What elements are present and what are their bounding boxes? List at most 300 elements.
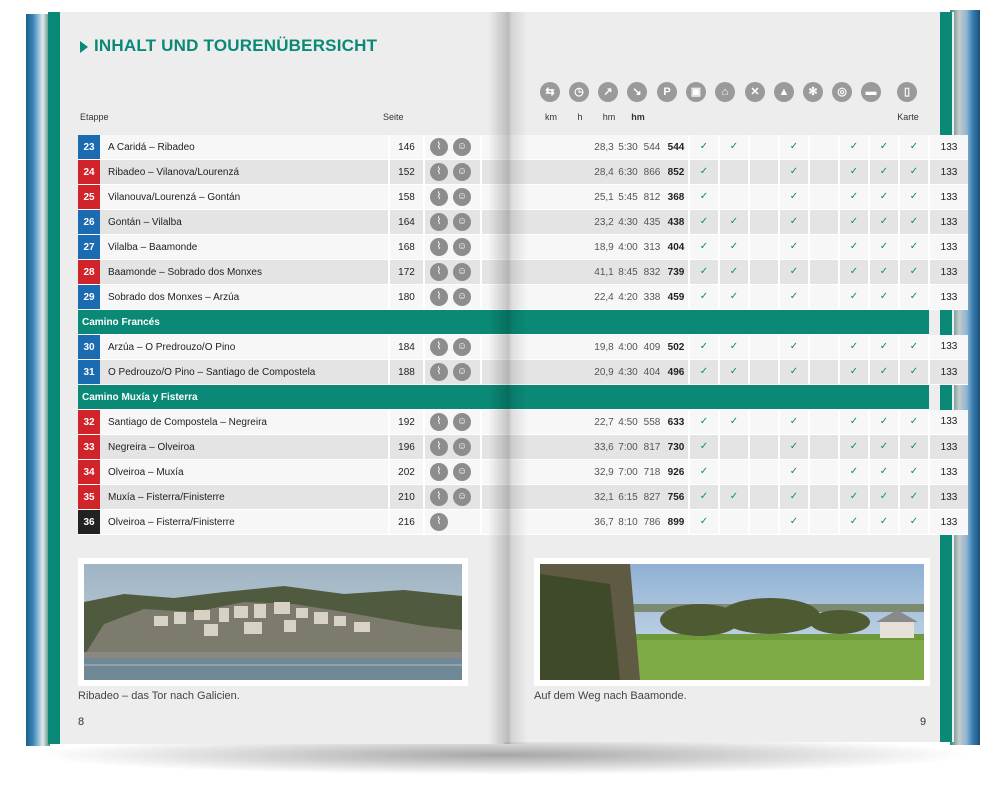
gutter-cell <box>550 285 592 310</box>
empty-cell <box>809 185 839 210</box>
stage-descent: 756 <box>664 485 689 510</box>
stage-name: Gontán – Vilalba <box>100 210 389 235</box>
trail-icon: ⌇ <box>430 138 448 156</box>
family-friendly-icon: ☺ <box>453 288 471 306</box>
check-icon: ✓ <box>779 335 809 360</box>
stage-page: 216 <box>389 510 424 535</box>
stage-hours: 5:30 <box>616 135 640 160</box>
check-icon: ✓ <box>719 360 749 385</box>
stage-badges <box>424 485 481 510</box>
chevron-right-icon <box>80 41 88 53</box>
header-h: h <box>577 112 583 122</box>
stage-number: 25 <box>78 185 100 210</box>
stage-map: 133 <box>929 485 968 510</box>
trail-icon: ⌇ <box>430 163 448 181</box>
check-icon: ✓ <box>869 185 899 210</box>
header-karte: Karte <box>897 112 919 122</box>
empty-cell <box>749 360 779 385</box>
empty-cell <box>809 410 839 435</box>
stage-page: 184 <box>389 335 424 360</box>
stage-number: 24 <box>78 160 100 185</box>
family-friendly-icon: ☺ <box>453 338 471 356</box>
stage-hours: 4:30 <box>616 360 640 385</box>
stage-page: 210 <box>389 485 424 510</box>
caption-left: Ribadeo – das Tor nach Galicien. <box>78 690 240 702</box>
stage-map: 133 <box>929 160 968 185</box>
stage-hours: 8:45 <box>616 260 640 285</box>
check-icon: ✓ <box>779 435 809 460</box>
trail-icon: ⌇ <box>430 213 448 231</box>
empty-cell <box>809 485 839 510</box>
stage-km: 33,6 <box>592 435 616 460</box>
ribadeo-harbor-image <box>84 564 462 680</box>
check-icon: ✓ <box>779 510 809 535</box>
family-friendly-icon: ☺ <box>453 238 471 256</box>
stage-name: Negreira – Olveiroa <box>100 435 389 460</box>
trail-icon: ⌇ <box>430 413 448 431</box>
trail-icon: ⌇ <box>430 488 448 506</box>
empty-cell <box>749 435 779 460</box>
check-icon: ✓ <box>869 485 899 510</box>
section-label: Camino Francés <box>78 310 929 335</box>
stage-badges <box>424 135 481 160</box>
stage-ascent: 313 <box>640 235 664 260</box>
check-icon: ✓ <box>899 185 929 210</box>
stage-map: 133 <box>929 135 968 160</box>
empty-cell <box>809 260 839 285</box>
stage-km: 18,9 <box>592 235 616 260</box>
stage-map: 133 <box>929 185 968 210</box>
check-icon: ✓ <box>869 435 899 460</box>
stage-km: 20,9 <box>592 360 616 385</box>
empty-cell <box>809 460 839 485</box>
stage-badges <box>424 160 481 185</box>
check-icon: ✓ <box>839 135 869 160</box>
winter-icon: ✻ <box>803 82 823 102</box>
empty-cell <box>749 460 779 485</box>
family-friendly-icon: ☺ <box>453 413 471 431</box>
empty-cell <box>749 210 779 235</box>
empty-cell <box>809 360 839 385</box>
stage-badges <box>424 210 481 235</box>
empty-cell <box>719 435 749 460</box>
stage-page: 188 <box>389 360 424 385</box>
check-icon: ✓ <box>719 485 749 510</box>
check-icon: ✓ <box>719 410 749 435</box>
stage-km: 19,8 <box>592 335 616 360</box>
stage-badges <box>424 185 481 210</box>
stage-descent: 438 <box>664 210 689 235</box>
empty-cell <box>749 410 779 435</box>
check-icon: ✓ <box>899 360 929 385</box>
stage-number: 33 <box>78 435 100 460</box>
check-icon: ✓ <box>869 360 899 385</box>
stage-map: 133 <box>929 410 968 435</box>
stage-name: O Pedrouzo/O Pino – Santiago de Compostela <box>100 360 389 385</box>
stage-ascent: 409 <box>640 335 664 360</box>
check-icon: ✓ <box>869 235 899 260</box>
check-icon: ✓ <box>839 485 869 510</box>
stage-descent: 739 <box>664 260 689 285</box>
family-friendly-icon: ☺ <box>453 213 471 231</box>
trail-icon: ⌇ <box>430 338 448 356</box>
stage-hours: 4:00 <box>616 235 640 260</box>
stage-badges <box>424 410 481 435</box>
stage-ascent: 817 <box>640 435 664 460</box>
stage-hours: 4:50 <box>616 410 640 435</box>
page-number-right: 9 <box>920 716 927 728</box>
stage-km: 22,7 <box>592 410 616 435</box>
stage-badges <box>424 510 481 535</box>
stage-descent: 459 <box>664 285 689 310</box>
stage-km: 28,3 <box>592 135 616 160</box>
empty-cell <box>719 185 749 210</box>
trail-icon: ⌇ <box>430 438 448 456</box>
stage-hours: 5:45 <box>616 185 640 210</box>
gutter-cell <box>550 210 592 235</box>
check-icon: ✓ <box>779 160 809 185</box>
book-edge-left <box>26 14 50 746</box>
stage-descent: 496 <box>664 360 689 385</box>
check-icon: ✓ <box>899 135 929 160</box>
trail-icon: ⌇ <box>430 238 448 256</box>
stage-descent: 926 <box>664 460 689 485</box>
stage-number: 28 <box>78 260 100 285</box>
stage-name: Muxía – Fisterra/Finisterre <box>100 485 389 510</box>
stage-number: 27 <box>78 235 100 260</box>
check-icon: ✓ <box>899 335 929 360</box>
check-icon: ✓ <box>779 210 809 235</box>
stage-ascent: 338 <box>640 285 664 310</box>
check-icon: ✓ <box>689 435 719 460</box>
empty-cell <box>809 210 839 235</box>
page-title: INHALT UND TOURENÜBERSICHT <box>80 36 377 56</box>
stage-badges <box>424 335 481 360</box>
stage-ascent: 812 <box>640 185 664 210</box>
family-friendly-icon: ☺ <box>453 163 471 181</box>
check-icon: ✓ <box>779 360 809 385</box>
stage-descent: 404 <box>664 235 689 260</box>
stage-number: 29 <box>78 285 100 310</box>
gutter-cell <box>550 160 592 185</box>
gutter-cell <box>550 235 592 260</box>
stage-badges <box>424 360 481 385</box>
gutter-cell <box>550 360 592 385</box>
stage-name: Olveiroa – Muxía <box>100 460 389 485</box>
stage-map: 133 <box>929 260 968 285</box>
check-icon: ✓ <box>719 285 749 310</box>
check-icon: ✓ <box>839 335 869 360</box>
stage-hours: 7:00 <box>616 460 640 485</box>
stage-map: 133 <box>929 360 968 385</box>
check-icon: ✓ <box>689 460 719 485</box>
check-icon: ✓ <box>779 410 809 435</box>
stage-number: 36 <box>78 510 100 535</box>
empty-cell <box>749 510 779 535</box>
check-icon: ✓ <box>779 135 809 160</box>
check-icon: ✓ <box>689 410 719 435</box>
left-page-accent-bar <box>48 12 60 744</box>
trail-icon: ⌇ <box>430 288 448 306</box>
photo-ribadeo <box>78 558 468 686</box>
check-icon: ✓ <box>779 485 809 510</box>
stage-name: Sobrado dos Monxes – Arzúa <box>100 285 389 310</box>
header-hm-down: hm <box>631 112 645 122</box>
check-icon: ✓ <box>899 285 929 310</box>
check-icon: ✓ <box>689 360 719 385</box>
page-number-left: 8 <box>78 716 85 728</box>
check-icon: ✓ <box>899 235 929 260</box>
stage-km: 28,4 <box>592 160 616 185</box>
caption-right: Auf dem Weg nach Baamonde. <box>534 690 687 702</box>
check-icon: ✓ <box>899 260 929 285</box>
stage-descent: 899 <box>664 510 689 535</box>
map-icon: ▯ <box>897 82 917 102</box>
stage-name: Arzúa – O Predrouzo/O Pino <box>100 335 389 360</box>
check-icon: ✓ <box>689 210 719 235</box>
stage-page: 164 <box>389 210 424 235</box>
stage-name: Vilanouva/Lourenzá – Gontán <box>100 185 389 210</box>
empty-cell <box>749 160 779 185</box>
check-icon: ✓ <box>689 485 719 510</box>
empty-cell <box>749 335 779 360</box>
check-icon: ✓ <box>689 260 719 285</box>
family-friendly-icon: ☺ <box>453 363 471 381</box>
trail-icon: ⌇ <box>430 188 448 206</box>
stage-hours: 4:30 <box>616 210 640 235</box>
stage-page: 158 <box>389 185 424 210</box>
check-icon: ✓ <box>779 235 809 260</box>
check-icon: ✓ <box>719 235 749 260</box>
stage-km: 32,1 <box>592 485 616 510</box>
check-icon: ✓ <box>869 285 899 310</box>
stage-number: 26 <box>78 210 100 235</box>
header-etappe: Etappe <box>80 112 109 122</box>
empty-cell <box>749 485 779 510</box>
hut-icon: ▲ <box>774 82 794 102</box>
signpost-icon: ⇆ <box>540 82 560 102</box>
gutter-cell <box>550 335 592 360</box>
header-seite: Seite <box>383 112 404 122</box>
empty-cell <box>809 510 839 535</box>
check-icon: ✓ <box>899 435 929 460</box>
stage-page: 146 <box>389 135 424 160</box>
check-icon: ✓ <box>839 235 869 260</box>
check-icon: ✓ <box>689 160 719 185</box>
check-icon: ✓ <box>779 285 809 310</box>
stage-map: 133 <box>929 210 968 235</box>
empty-cell <box>749 235 779 260</box>
stage-name: A Caridá – Ribadeo <box>100 135 389 160</box>
stage-km: 25,1 <box>592 185 616 210</box>
gutter-cell <box>550 435 592 460</box>
stage-map: 133 <box>929 285 968 310</box>
stage-page: 180 <box>389 285 424 310</box>
stage-map: 133 <box>929 460 968 485</box>
stage-km: 41,1 <box>592 260 616 285</box>
check-icon: ✓ <box>839 210 869 235</box>
stage-page: 202 <box>389 460 424 485</box>
check-icon: ✓ <box>839 435 869 460</box>
section-label: Camino Muxía y Fisterra <box>78 385 929 410</box>
stage-ascent: 558 <box>640 410 664 435</box>
check-icon: ✓ <box>719 260 749 285</box>
stage-descent: 852 <box>664 160 689 185</box>
stage-name: Ribadeo – Vilanova/Lourenzá <box>100 160 389 185</box>
stage-ascent: 435 <box>640 210 664 235</box>
gutter-cell <box>550 185 592 210</box>
stage-descent: 502 <box>664 335 689 360</box>
gutter-cell <box>550 410 592 435</box>
check-icon: ✓ <box>869 460 899 485</box>
gutter-cell <box>550 260 592 285</box>
check-icon: ✓ <box>869 510 899 535</box>
bus-icon: ▣ <box>686 82 706 102</box>
parking-icon: P <box>657 82 677 102</box>
check-icon: ✓ <box>689 335 719 360</box>
check-icon: ✓ <box>779 460 809 485</box>
check-icon: ✓ <box>869 160 899 185</box>
cable-car-icon: ⌂ <box>715 82 735 102</box>
empty-cell <box>719 160 749 185</box>
stage-name: Olveiroa – Fisterra/Finisterre <box>100 510 389 535</box>
stage-descent: 368 <box>664 185 689 210</box>
gutter-cell <box>550 460 592 485</box>
check-icon: ✓ <box>689 235 719 260</box>
stage-name: Baamonde – Sobrado dos Monxes <box>100 260 389 285</box>
stage-badges <box>424 285 481 310</box>
stage-number: 34 <box>78 460 100 485</box>
stage-number: 32 <box>78 410 100 435</box>
check-icon: ✓ <box>899 485 929 510</box>
trail-icon: ⌇ <box>430 263 448 281</box>
gutter-cell <box>550 135 592 160</box>
family-friendly-icon: ☺ <box>453 138 471 156</box>
stage-hours: 6:30 <box>616 160 640 185</box>
stage-name: Santiago de Compostela – Negreira <box>100 410 389 435</box>
stage-hours: 8:10 <box>616 510 640 535</box>
check-icon: ✓ <box>839 510 869 535</box>
empty-cell <box>749 185 779 210</box>
stage-name: Vilalba – Baamonde <box>100 235 389 260</box>
check-icon: ✓ <box>779 185 809 210</box>
stage-ascent: 404 <box>640 360 664 385</box>
header-km: km <box>545 112 557 122</box>
clock-icon: ◷ <box>569 82 589 102</box>
family-friendly-icon: ☺ <box>453 488 471 506</box>
check-icon: ✓ <box>839 410 869 435</box>
stage-badges <box>424 235 481 260</box>
family-friendly-icon: ☺ <box>453 188 471 206</box>
check-icon: ✓ <box>869 260 899 285</box>
stage-km: 36,7 <box>592 510 616 535</box>
stage-map: 133 <box>929 335 968 360</box>
stage-number: 30 <box>78 335 100 360</box>
check-icon: ✓ <box>719 135 749 160</box>
bike-icon: ◎ <box>832 82 852 102</box>
stage-number: 35 <box>78 485 100 510</box>
trail-icon: ⌇ <box>430 513 448 531</box>
stage-page: 192 <box>389 410 424 435</box>
gutter-cell <box>550 510 592 535</box>
stage-badges <box>424 460 481 485</box>
stage-ascent: 544 <box>640 135 664 160</box>
empty-cell <box>749 285 779 310</box>
check-icon: ✓ <box>779 260 809 285</box>
empty-cell <box>809 435 839 460</box>
empty-cell <box>749 260 779 285</box>
check-icon: ✓ <box>869 135 899 160</box>
check-icon: ✓ <box>899 510 929 535</box>
stage-map: 133 <box>929 235 968 260</box>
stage-km: 23,2 <box>592 210 616 235</box>
descent-icon: ↘ <box>627 82 647 102</box>
empty-cell <box>809 235 839 260</box>
stage-ascent: 786 <box>640 510 664 535</box>
ascent-icon: ↗ <box>598 82 618 102</box>
empty-cell <box>809 135 839 160</box>
check-icon: ✓ <box>869 335 899 360</box>
stage-number: 31 <box>78 360 100 385</box>
check-icon: ✓ <box>719 335 749 360</box>
empty-cell <box>719 460 749 485</box>
stage-badges <box>424 260 481 285</box>
check-icon: ✓ <box>839 260 869 285</box>
header-hm-up: hm <box>602 112 616 122</box>
family-friendly-icon: ☺ <box>453 438 471 456</box>
restaurant-icon: ✕ <box>745 82 765 102</box>
check-icon: ✓ <box>839 360 869 385</box>
check-icon: ✓ <box>869 410 899 435</box>
check-icon: ✓ <box>839 460 869 485</box>
stage-page: 196 <box>389 435 424 460</box>
gutter-cell <box>550 485 592 510</box>
empty-cell <box>809 335 839 360</box>
stage-number: 23 <box>78 135 100 160</box>
empty-cell <box>809 285 839 310</box>
stage-ascent: 866 <box>640 160 664 185</box>
family-friendly-icon: ☺ <box>453 263 471 281</box>
stage-hours: 4:20 <box>616 285 640 310</box>
camper-icon: ▬ <box>861 82 881 102</box>
photo-baamonde <box>534 558 930 686</box>
book-gutter-shadow <box>488 12 528 744</box>
trail-icon: ⌇ <box>430 463 448 481</box>
stage-page: 152 <box>389 160 424 185</box>
check-icon: ✓ <box>689 135 719 160</box>
empty-cell <box>749 135 779 160</box>
check-icon: ✓ <box>839 285 869 310</box>
stage-page: 168 <box>389 235 424 260</box>
stage-ascent: 718 <box>640 460 664 485</box>
stage-km: 22,4 <box>592 285 616 310</box>
check-icon: ✓ <box>689 185 719 210</box>
check-icon: ✓ <box>899 210 929 235</box>
check-icon: ✓ <box>839 160 869 185</box>
stage-km: 32,9 <box>592 460 616 485</box>
stage-hours: 6:15 <box>616 485 640 510</box>
check-icon: ✓ <box>719 210 749 235</box>
check-icon: ✓ <box>899 410 929 435</box>
check-icon: ✓ <box>869 210 899 235</box>
stage-hours: 7:00 <box>616 435 640 460</box>
family-friendly-icon: ☺ <box>453 463 471 481</box>
check-icon: ✓ <box>899 460 929 485</box>
baamonde-meadow-image <box>540 564 924 680</box>
empty-cell <box>809 160 839 185</box>
stage-descent: 633 <box>664 410 689 435</box>
check-icon: ✓ <box>689 285 719 310</box>
